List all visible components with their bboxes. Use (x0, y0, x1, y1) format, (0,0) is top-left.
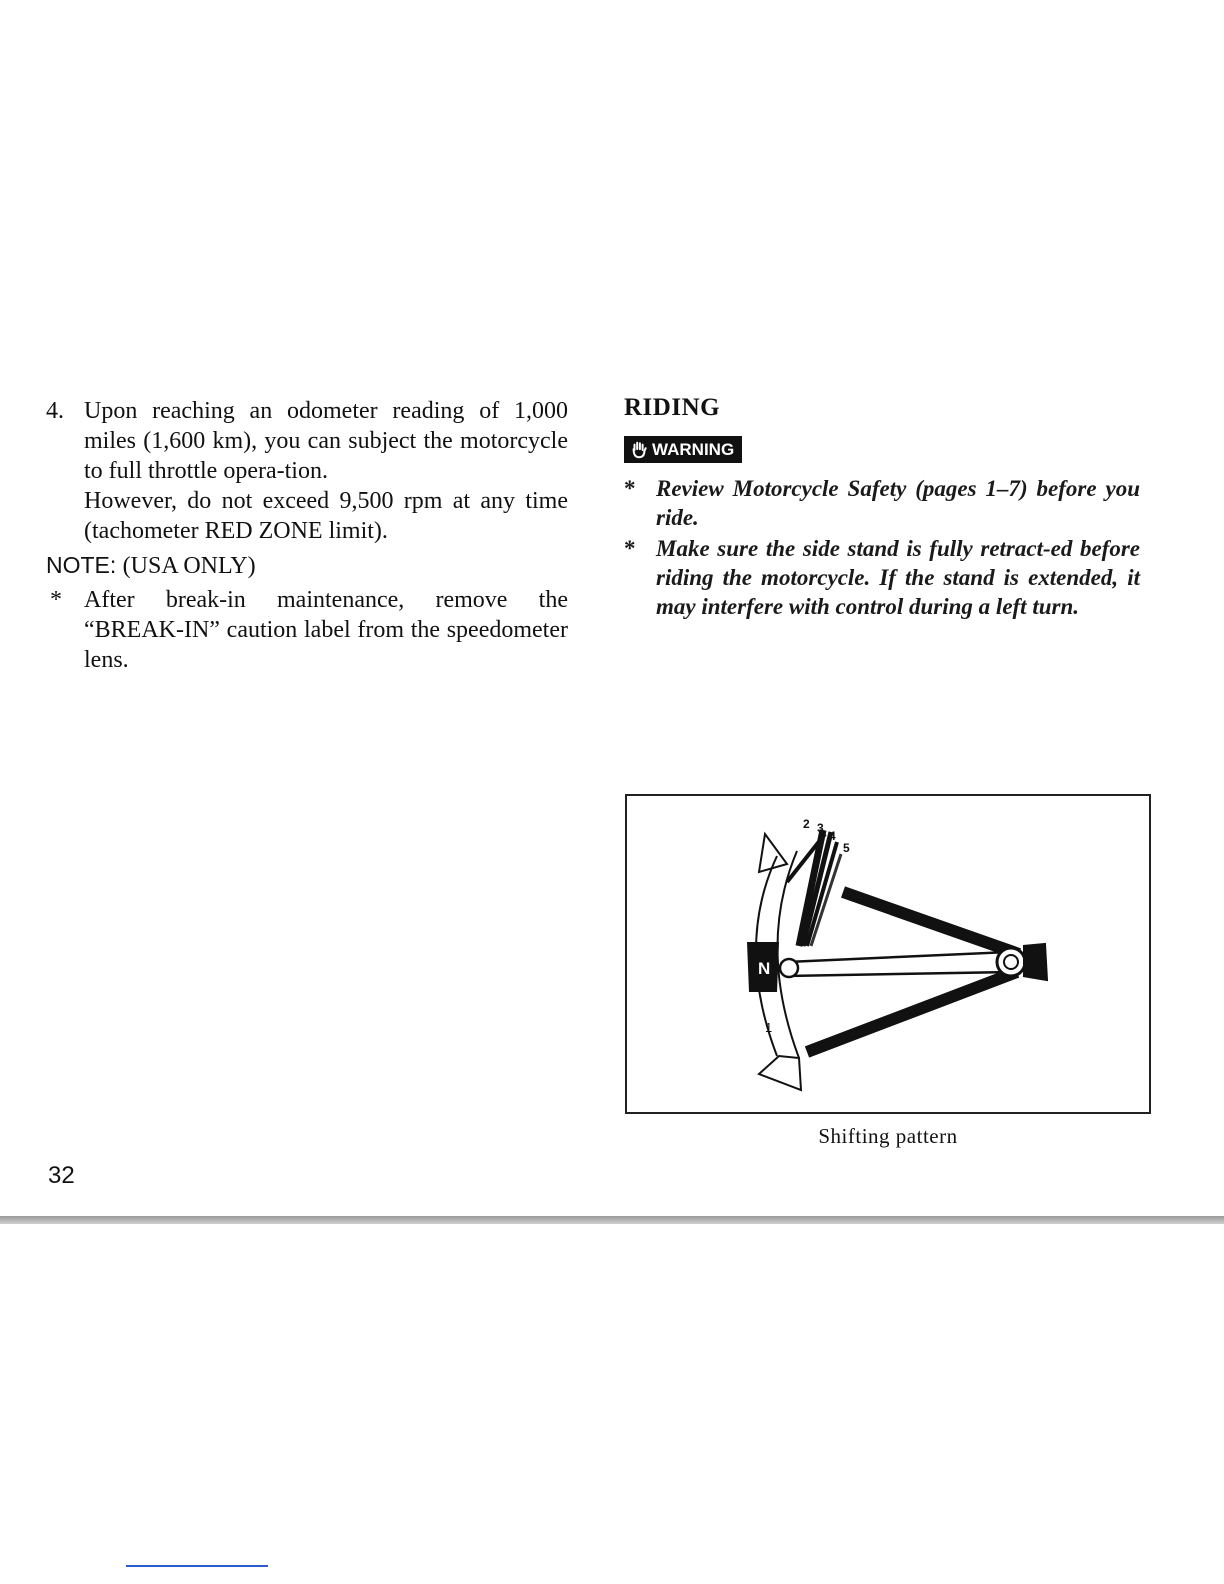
list-item-4 (46, 396, 568, 546)
page-number: 32 (48, 1162, 75, 1189)
warning-symbol: * (624, 476, 636, 501)
warning-text: Make sure the side stand is fully retract-ed before riding the motorcycle. If the stand is extended, it may interfere with control during a left turn. (656, 536, 1140, 619)
footer-link-underline (126, 1565, 268, 1567)
note-label: NOTE: (46, 552, 117, 578)
warning-list (624, 474, 1140, 621)
left-column (46, 396, 568, 675)
gear-label-4: 4 (829, 829, 836, 843)
note-heading (46, 550, 568, 581)
shift-lever-illustration (627, 796, 1149, 1112)
warning-badge (624, 436, 742, 463)
item-paragraph-2: However, do not exceed 9,500 rpm at any time (tachometer RED ZONE limit). (84, 488, 568, 544)
warning-symbol: * (624, 536, 636, 561)
warning-item (624, 534, 1140, 621)
note-text: After break-in maintenance, remove the “BREAK-IN” caution label from the speedometer lens. (84, 587, 568, 673)
gear-label-first: 1 (765, 1020, 773, 1035)
warning-text: Review Motorcycle Safety (pages 1–7) before you ride. (656, 476, 1140, 530)
item-number: 4. (46, 398, 64, 424)
downshift-arrow-icon (759, 1056, 801, 1090)
item-paragraph-1: Upon reaching an odometer reading of 1,000 miles (1,600 km), you can subject the motorcycle to full throttle opera-tion. (84, 398, 568, 484)
warning-item (624, 474, 1140, 532)
warning-label: WARNING (652, 440, 735, 459)
shifting-pattern-figure (625, 794, 1151, 1114)
gear-label-2: 2 (803, 817, 810, 831)
bullet-symbol: * (50, 587, 62, 613)
gear-label-5: 5 (843, 841, 850, 855)
gear-label-neutral: N (758, 959, 771, 978)
note-qualifier: (USA ONLY) (122, 553, 256, 579)
right-column (624, 394, 1140, 623)
item-body (84, 396, 568, 546)
section-title: RIDING (624, 394, 721, 421)
gear-label-3: 3 (817, 821, 824, 835)
hand-icon (630, 441, 648, 459)
note-bullet (46, 585, 568, 675)
page-bottom-rule (0, 1216, 1224, 1224)
figure-caption: Shifting pattern (818, 1124, 958, 1148)
